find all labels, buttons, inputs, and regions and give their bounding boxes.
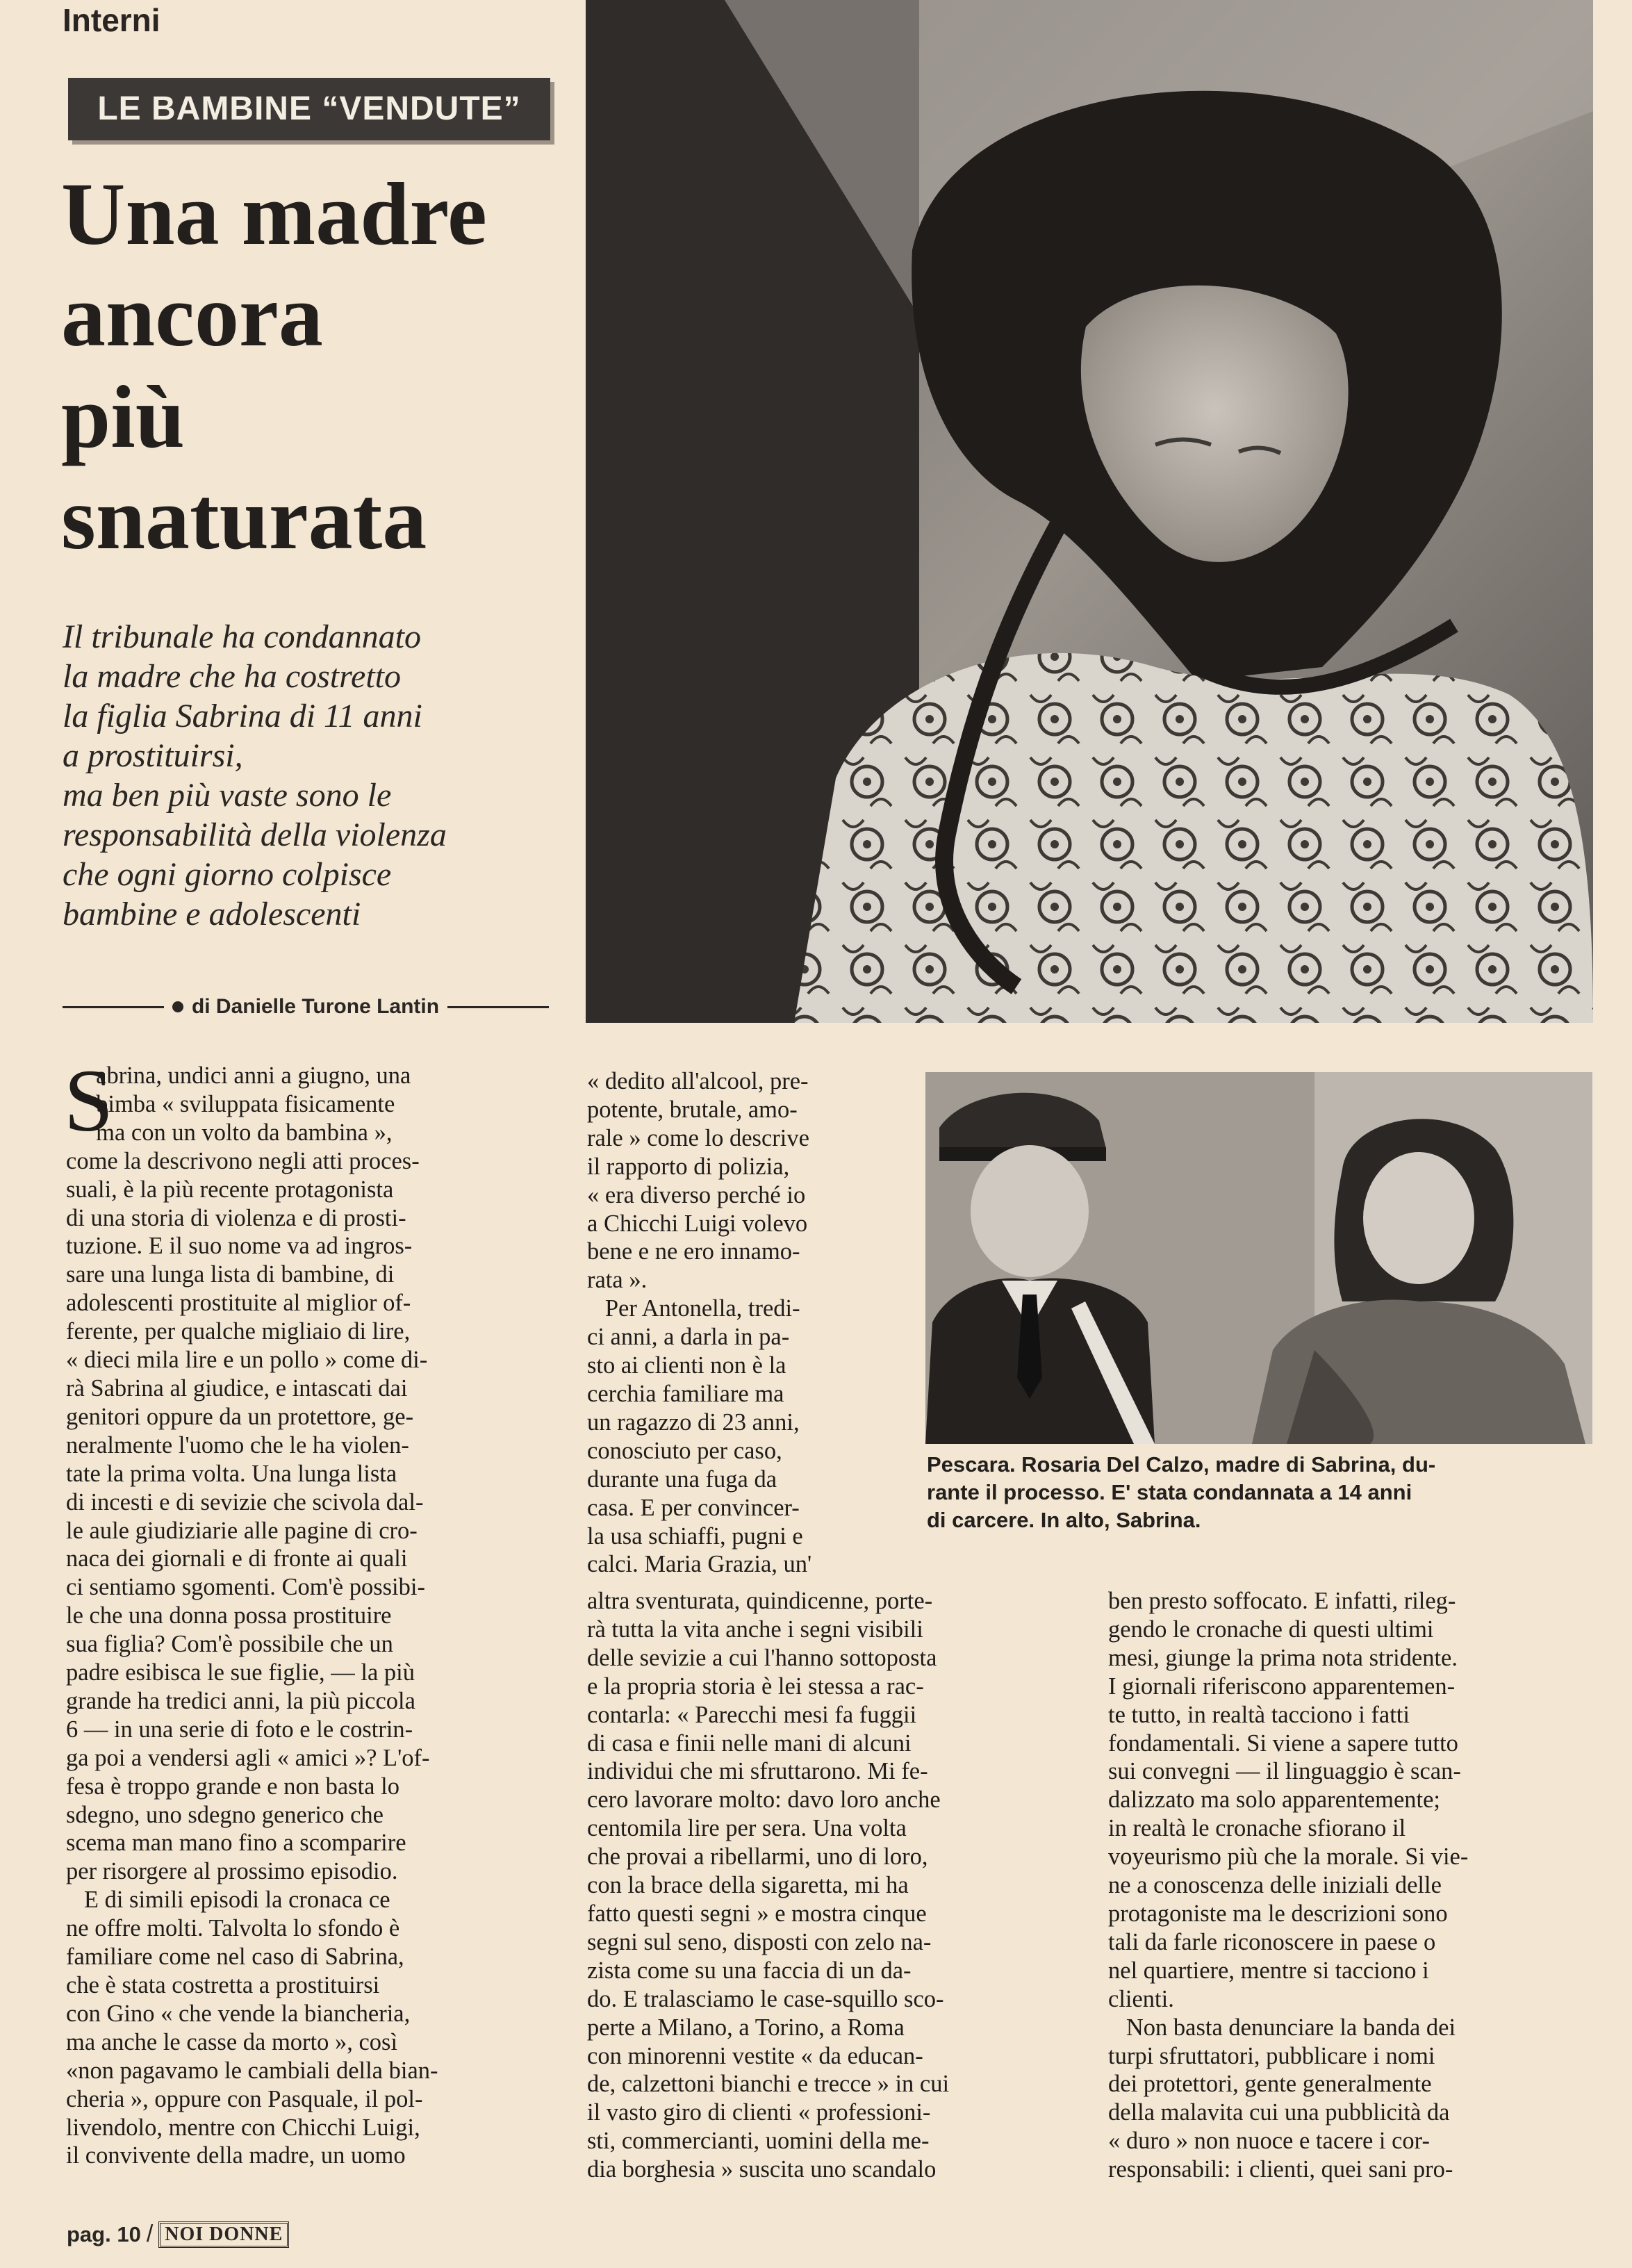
text-line: tuzione. E il suo nome va ad ingros-	[66, 1233, 413, 1260]
text-line: delle sevizie a cui l'hanno sottoposta	[587, 1644, 937, 1671]
text-line: ma con un volto da bambina »,	[66, 1119, 393, 1146]
text-line: scema man mano fino a scomparire	[66, 1830, 406, 1857]
text-line: centomila lire per sera. Una volta	[587, 1815, 907, 1842]
text-line: grande ha tredici anni, la più piccola	[66, 1687, 415, 1714]
text-line: abrina, undici anni a giugno, una	[66, 1062, 411, 1089]
text-line: cero lavorare molto: davo loro anche	[587, 1786, 941, 1814]
article-column-4	[1108, 1587, 1594, 2184]
text-line: naca dei giornali e di fronte ai quali	[66, 1545, 408, 1572]
bullet-icon	[172, 1001, 183, 1012]
text-line: che è stata costretta a prostituirsi	[66, 1972, 380, 1998]
text-line: E di simili episodi la cronaca ce	[66, 1887, 390, 1914]
text-line: ne offre molti. Talvolta lo sfondo è	[66, 1915, 400, 1942]
text-line: rà tutta la vita anche i segni visibili	[587, 1616, 923, 1643]
text-line: della malavita cui una pubblicità da	[1108, 2099, 1450, 2126]
byline	[63, 995, 549, 1019]
text-line: fondamentali. Si viene a sapere tutto	[1108, 1729, 1458, 1757]
text-line: contarla: « Parecchi mesi fa fuggii	[587, 1701, 917, 1728]
headline-line: Una madre	[61, 165, 487, 263]
text-line: perte a Milano, a Torino, a Roma	[587, 2014, 905, 2041]
standfirst-line: Il tribunale ha condannato	[63, 618, 421, 655]
standfirst-line: bambine e adolescenti	[63, 896, 361, 932]
text-line: do. E tralasciamo le case-squillo sco-	[587, 1985, 944, 2012]
section-label: Interni	[63, 2, 160, 38]
text-line: dalizzato ma solo apparentemente;	[1108, 1786, 1440, 1814]
article-column-2	[587, 1067, 921, 1579]
drop-cap: S	[64, 1051, 114, 1150]
text-line: il convivente della madre, un uomo	[66, 2142, 406, 2169]
text-line: padre esibisca le sue figlie, — la più	[66, 1659, 415, 1686]
text-line: la usa schiaffi, pugni e	[587, 1522, 803, 1550]
text-line: ga poi a vendersi agli « amici »? L'of-	[66, 1744, 430, 1771]
text-line: te tutto, in realtà tacciono i fatti	[1108, 1701, 1410, 1728]
text-line: nel quartiere, mentre si tacciono i	[1108, 1957, 1429, 1984]
text-line: in realtà le cronache sfiorano il	[1108, 1815, 1406, 1842]
text-line: ci anni, a darla in pa-	[587, 1324, 790, 1351]
headline-line: snaturata	[61, 469, 427, 568]
text-line: «non pagavamo le cambiali della bian-	[66, 2057, 438, 2084]
text-line: sua figlia? Com'è possibile che un	[66, 1631, 393, 1658]
text-line: sare una lunga lista di bambine, di	[66, 1261, 395, 1288]
magazine-logo: NOI DONNE	[158, 2221, 289, 2248]
text-line: « dieci mila lire e un pollo » come di-	[66, 1347, 428, 1374]
text-line: con la brace della sigaretta, mi ha	[587, 1872, 909, 1899]
article-column-3	[587, 1587, 1073, 2184]
text-line: a Chicchi Luigi volevo	[587, 1210, 808, 1237]
standfirst-line: responsabilità della violenza	[63, 816, 447, 853]
caption-line: Pescara. Rosaria Del Calzo, madre di Sabrina, du-	[927, 1452, 1436, 1477]
text-line: 6 — in una serie di foto e le costrin-	[66, 1716, 413, 1743]
page-footer	[67, 2221, 289, 2248]
text-line: « era diverso perché io	[587, 1181, 806, 1208]
text-line: voyeurismo più che la morale. Si vie-	[1108, 1843, 1469, 1871]
headline	[61, 163, 575, 569]
text-line: fatto questi segni » e mostra cinque	[587, 1900, 927, 1927]
text-line: durante una fuga da	[587, 1465, 777, 1493]
text-line: mesi, giunge la prima nota stridente.	[1108, 1644, 1458, 1671]
text-line: potente, brutale, amo-	[587, 1096, 798, 1123]
text-line: adolescenti prostituite al miglior of-	[66, 1290, 411, 1317]
text-line: cerchia familiare ma	[587, 1380, 784, 1407]
text-line: sti, commercianti, uomini della me-	[587, 2128, 930, 2155]
text-line: livendolo, mentre con Chicchi Luigi,	[66, 2114, 420, 2141]
text-line: di incesti e di sevizie che scivola dal-	[66, 1488, 424, 1515]
text-line: tali da farle riconoscere in paese o	[1108, 1928, 1436, 1955]
text-line: turpi sfruttatori, pubblicare i nomi	[1108, 2042, 1435, 2069]
text-line: rà Sabrina al giudice, e intascati dai	[66, 1374, 408, 1402]
text-line: di casa e finii nelle mani di alcuni	[587, 1729, 912, 1757]
byline-rule	[63, 1006, 164, 1008]
page-number: pag. 10	[67, 2221, 141, 2246]
caption-line: rante il processo. E' stata condannata a 14 anni	[927, 1480, 1412, 1504]
text-line: sdegno, uno sdegno generico che	[66, 1801, 384, 1828]
standfirst-line: la figlia Sabrina di 11 anni	[63, 698, 422, 734]
text-line: sto ai clienti non è la	[587, 1352, 786, 1379]
text-line: di una storia di violenza e di prosti-	[66, 1204, 406, 1231]
caption-line: di carcere. In alto, Sabrina.	[927, 1508, 1201, 1532]
text-line: con minorenni vestite « da educan-	[587, 2042, 923, 2069]
text-line: ci sentiamo sgomenti. Com'è possibi-	[66, 1574, 425, 1601]
text-line: sui convegni — il linguaggio è scan-	[1108, 1758, 1461, 1785]
text-line: « duro » non nuoce e tacere i cor-	[1108, 2128, 1430, 2155]
text-line: e la propria storia è lei stessa a rac-	[587, 1673, 924, 1700]
byline-rule	[447, 1006, 549, 1008]
headline-line: più	[61, 368, 185, 466]
text-line: come la descrivono negli atti proces-	[66, 1147, 420, 1174]
text-line: le che una donna possa prostituire	[66, 1602, 392, 1629]
text-line: suali, è la più recente protagonista	[66, 1176, 394, 1203]
main-photo	[586, 0, 1593, 1023]
text-line: ferente, per qualche migliaio di lire,	[66, 1318, 411, 1345]
standfirst	[63, 617, 563, 934]
portrait-illustration	[586, 0, 1593, 1023]
text-line: casa. E per convincer-	[587, 1494, 800, 1521]
kicker-banner: LE BAMBINE “VENDUTE”	[68, 78, 550, 140]
standfirst-line: ma ben più vaste sono le	[63, 777, 392, 814]
text-line: fesa è troppo grande e non basta lo	[66, 1773, 399, 1800]
courtroom-photo	[925, 1072, 1592, 1444]
text-line: che provai a ribellarmi, uno di loro,	[587, 1843, 928, 1871]
text-line: calci. Maria Grazia, un'	[587, 1551, 812, 1578]
standfirst-line: che ogni giorno colpisce	[63, 856, 392, 893]
text-line: Non basta denunciare la banda dei	[1108, 2014, 1456, 2041]
footer-separator: /	[146, 2221, 154, 2247]
text-line: clienti.	[1108, 1985, 1174, 2012]
byline-author: di Danielle Turone Lantin	[191, 995, 440, 1018]
text-line: segni sul seno, disposti con zelo na-	[587, 1928, 932, 1955]
text-line: gendo le cronache di questi ultimi	[1108, 1616, 1434, 1643]
text-line: altra sventurata, quindicenne, porte-	[587, 1588, 933, 1614]
text-line: con Gino « che vende la biancheria,	[66, 2000, 411, 2027]
courtroom-illustration	[925, 1072, 1592, 1444]
text-line: ne a conoscenza delle iniziali delle	[1108, 1872, 1442, 1899]
text-line: rale » come lo descrive	[587, 1124, 809, 1151]
text-line: I giornali riferiscono apparentemen-	[1108, 1673, 1456, 1700]
article-column-1	[66, 1062, 559, 2170]
text-line: cheria », oppure con Pasquale, il pol-	[66, 2085, 423, 2112]
text-line: ma anche le casse da morto », così	[66, 2028, 398, 2055]
text-line: un ragazzo di 23 anni,	[587, 1408, 800, 1436]
text-line: tate la prima volta. Una lunga lista	[66, 1460, 397, 1487]
text-line: genitori oppure da un protettore, ge-	[66, 1403, 414, 1430]
standfirst-line: la madre che ha costretto	[63, 658, 402, 695]
standfirst-line: a prostituirsi,	[63, 737, 243, 774]
text-line: individui che mi sfruttarono. Mi fe-	[587, 1758, 928, 1785]
text-line: familiare come nel caso di Sabrina,	[66, 1944, 404, 1971]
text-line: rata ».	[587, 1267, 648, 1294]
text-line: neralmente l'uomo che le ha violen-	[66, 1431, 409, 1458]
text-line: conosciuto per caso,	[587, 1437, 782, 1464]
text-line: dia borghesia » suscita uno scandalo	[587, 2156, 937, 2183]
photo-caption	[927, 1451, 1594, 1534]
text-line: il vasto giro di clienti « professioni-	[587, 2099, 931, 2126]
text-line: « dedito all'alcool, pre-	[587, 1068, 809, 1094]
text-line: responsabili: i clienti, quei sani pro-	[1108, 2156, 1453, 2183]
text-line: per risorgere al prossimo episodio.	[66, 1858, 398, 1885]
text-line: il rapporto di polizia,	[587, 1153, 790, 1180]
text-line: bene e ne ero innamo-	[587, 1238, 800, 1265]
headline-line: ancora	[61, 266, 323, 365]
text-line: Per Antonella, tredi-	[587, 1295, 800, 1322]
text-line: bimba « sviluppata fisicamente	[66, 1090, 395, 1117]
text-line: le aule giudiziarie alle pagine di cro-	[66, 1517, 418, 1544]
text-line: ben presto soffocato. E infatti, rileg-	[1108, 1588, 1456, 1614]
text-line: protagoniste ma le descrizioni sono	[1108, 1900, 1448, 1927]
text-line: de, calzettoni bianchi e trecce » in cui	[587, 2071, 950, 2098]
text-line: dei protettori, gente generalmente	[1108, 2071, 1432, 2098]
text-line: zista come su una faccia di un da-	[587, 1957, 912, 1984]
